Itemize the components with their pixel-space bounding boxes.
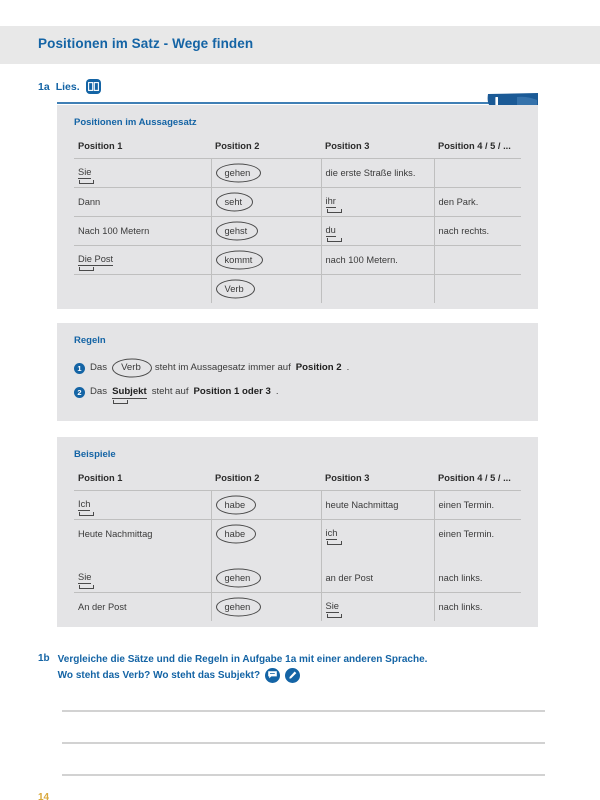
cell-position-4	[434, 275, 521, 304]
cell-position-4	[434, 246, 521, 275]
table-row-legend	[74, 275, 521, 304]
table-header-row	[74, 473, 521, 491]
circled-verb: gehen	[216, 166, 260, 180]
box-title-beispiele: Beispiele	[74, 449, 116, 460]
circled-verb: gehen	[216, 571, 260, 585]
box-title-regeln: Regeln	[74, 335, 106, 346]
table-row	[74, 564, 521, 593]
page-title: Positionen im Satz - Wege finden	[38, 36, 254, 51]
task-1a-number: 1a	[38, 80, 50, 93]
speech-bubble-icon	[265, 668, 280, 683]
column-header-position-1: Position 1	[78, 473, 123, 483]
page-number-footer: 14	[38, 793, 50, 800]
cell-position-4	[434, 159, 521, 188]
cell-position-3	[321, 188, 434, 217]
table-aussagesatz	[74, 141, 521, 303]
cell-position-2	[211, 188, 321, 217]
column-header-position-2: Position 2	[215, 473, 260, 483]
column-header-position-3: Position 3	[325, 141, 370, 151]
cell-position-1	[74, 564, 211, 593]
subject-marked-word: Sie	[325, 601, 339, 611]
circled-verb: gehst	[216, 224, 257, 238]
column-header-position-3: Position 3	[325, 473, 370, 483]
cell-position-1: Nach 100 Metern	[74, 217, 211, 246]
task-1a-instruction: Lies.	[55, 80, 80, 93]
task-1b-text	[58, 652, 428, 683]
cell-position-3	[321, 593, 434, 622]
cell-position-4: den Park.	[434, 188, 521, 217]
subject-marked-word: Ich	[78, 499, 91, 509]
table-row	[74, 520, 521, 549]
cell-position-3: an der Post	[321, 564, 434, 593]
rule-1-mid: steht im Aussagesatz immer auf	[154, 362, 291, 373]
circled-verb: habe	[216, 498, 255, 512]
subject-marked-word: ihr	[325, 196, 336, 206]
cell-position-4: einen Termin.	[434, 520, 521, 549]
cell-position-3	[321, 520, 434, 549]
circled-verb: kommt	[216, 253, 262, 267]
cell-position-3	[321, 275, 434, 304]
cell-position-2	[211, 564, 321, 593]
cell-position-3: die erste Straße links.	[321, 159, 434, 188]
table-row	[74, 159, 521, 188]
rule-1-post: .	[346, 362, 350, 373]
cell-position-2	[211, 159, 321, 188]
circled-verb: habe	[216, 527, 255, 541]
cell-position-1	[74, 491, 211, 520]
table-row	[74, 217, 521, 246]
rule-item-2	[74, 386, 279, 399]
subject-marked-word: Die Post	[78, 254, 114, 264]
answer-line-1[interactable]	[62, 710, 545, 712]
cell-position-1: An der Post	[74, 593, 211, 622]
task-1a-header	[38, 79, 101, 94]
cell-position-4: einen Termin.	[434, 491, 521, 520]
cell-position-1	[74, 159, 211, 188]
column-header-position-4: Position 4 / 5 / ...	[438, 141, 511, 151]
cell-position-2	[211, 275, 321, 304]
table-row	[74, 593, 521, 622]
table-row	[74, 188, 521, 217]
circled-verb: seht	[216, 195, 252, 209]
rule-number-2: 2	[74, 387, 85, 398]
cell-position-3: heute Nachmittag	[321, 491, 434, 520]
rule-2-post: .	[275, 386, 279, 397]
cell-position-4: nach links.	[434, 564, 521, 593]
cell-position-3: nach 100 Metern.	[321, 246, 434, 275]
circled-verb: gehen	[216, 600, 260, 614]
circled-verb: Verb	[112, 360, 150, 375]
section-divider-rule	[57, 102, 538, 104]
column-header-position-1: Position 1	[78, 141, 123, 151]
table-row	[74, 491, 521, 520]
cell-position-2	[211, 217, 321, 246]
cell-position-1	[74, 275, 211, 304]
answer-line-2[interactable]	[62, 742, 545, 744]
cell-position-1: Dann	[74, 188, 211, 217]
subject-marked-word: Sie	[78, 167, 92, 177]
cell-position-2	[211, 246, 321, 275]
table-beispiele	[74, 473, 521, 621]
task-1b-number: 1b	[38, 653, 50, 664]
cell-position-2	[211, 491, 321, 520]
task-1b-line-1: Vergleiche die Sätze und die Regeln in Aufgabe 1a mit einer anderen Sprache.	[57, 654, 428, 665]
book-icon	[86, 79, 101, 94]
table-spacer-row	[74, 548, 521, 564]
cell-position-2	[211, 593, 321, 622]
cell-position-2	[211, 520, 321, 549]
rule-2-mid: steht auf	[151, 386, 189, 397]
table-row	[74, 246, 521, 275]
cell-position-1	[74, 246, 211, 275]
pencil-icon	[285, 668, 300, 683]
table-header-row	[74, 141, 521, 159]
column-header-position-4: Position 4 / 5 / ...	[438, 473, 511, 483]
cell-position-1: Heute Nachmittag	[74, 520, 211, 549]
box-beispiele	[57, 437, 538, 627]
cell-position-3	[321, 217, 434, 246]
box-positionen-im-aussagesatz	[57, 105, 538, 309]
circled-verb-legend: Verb	[216, 282, 253, 296]
column-header-position-2: Position 2	[215, 141, 260, 151]
rule-item-1	[74, 360, 349, 375]
subject-marked-word: du	[325, 225, 336, 235]
task-1b-line-2: Wo steht das Verb? Wo steht das Subjekt?	[57, 669, 261, 681]
task-1b	[38, 652, 427, 683]
box-regeln	[57, 323, 538, 421]
rule-2-bold: Position 1 oder 3	[193, 386, 271, 397]
answer-line-3[interactable]	[62, 774, 545, 776]
subject-marked-word: ich	[325, 528, 338, 538]
rule-2-pre: Das	[90, 386, 108, 397]
rule-1-bold: Position 2	[295, 362, 342, 373]
rule-number-1: 1	[74, 363, 85, 374]
rule-1-pre: Das	[90, 362, 108, 373]
cell-position-4: nach links.	[434, 593, 521, 622]
box-title-aussagesatz: Positionen im Aussagesatz	[74, 117, 197, 128]
subject-marked-word: Sie	[78, 572, 92, 582]
subject-marked-word: Subjekt	[112, 386, 147, 397]
cell-position-4: nach rechts.	[434, 217, 521, 246]
